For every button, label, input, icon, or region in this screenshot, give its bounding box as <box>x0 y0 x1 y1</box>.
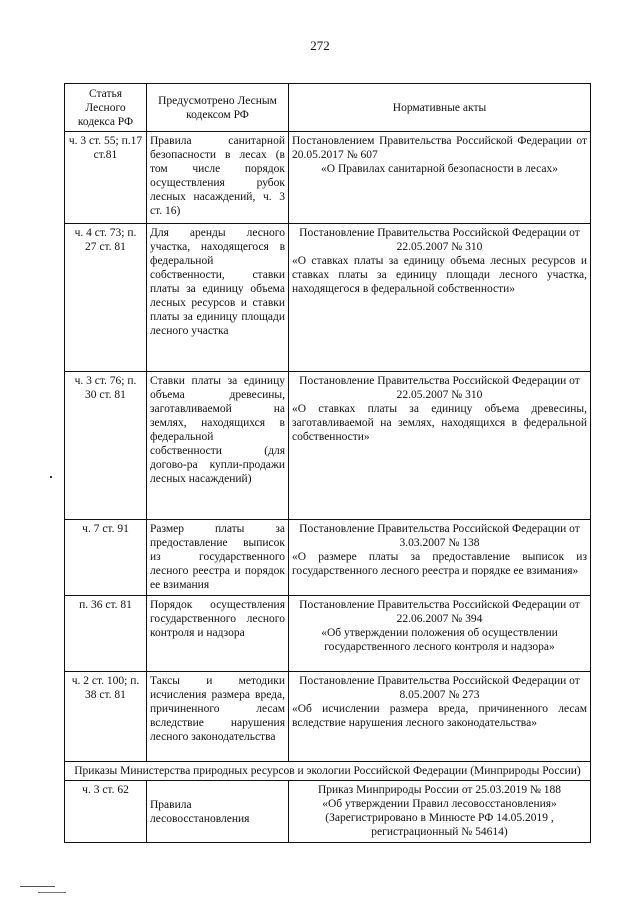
act-body: «Об утверждении Правил лесовосстановления» (Зарегистрировано в Минюсте РФ 14.05.2019 , регистрационный № 54614) <box>322 798 557 838</box>
table-row <box>65 520 591 596</box>
act-body: «Об утверждении положения об осуществлении государственного лесного контроля и надзора» <box>321 627 558 653</box>
act-title: Постановление Правительства Российской Федерации от 22.06.2007 № 394 <box>299 599 580 625</box>
provision-cell: Правила лесовосстановления <box>147 781 289 843</box>
footnote-rule <box>20 886 55 887</box>
act-title: Постановление Правительства Российской Федерации от 8.05.2007 № 273 <box>299 675 580 701</box>
provision-cell: Для аренды лесного участка, находящегося в федеральной собственности, ставки платы за единицу объема лесных ресурсов и ставки платы за единицу площади лесного участка <box>147 224 289 372</box>
margin-mark <box>50 476 52 478</box>
acts-cell <box>289 781 591 843</box>
regulations-table <box>64 83 591 843</box>
act-title: Приказ Минприроды России от 25.03.2019 № 188 <box>317 784 562 796</box>
acts-cell <box>289 672 591 762</box>
table-row <box>65 672 591 762</box>
acts-cell <box>289 372 591 520</box>
act-body: «О ставках платы за единицу объема лесных ресурсов и ставках платы за единицу площади лесного участка, находящегося в федеральной собственности» <box>292 255 587 295</box>
act-title: Постановление Правительства Российской Федерации от 3.03.2007 № 138 <box>299 523 580 549</box>
page-number: 272 <box>310 38 330 53</box>
provision-cell: Размер платы за предоставление выписок из государственного лесного реестра и порядок ее взимания <box>147 520 289 596</box>
table-row <box>65 781 591 843</box>
header-acts: Нормативные акты <box>289 84 591 132</box>
act-body: «Об исчислении размера вреда, причиненного лесам вследствие нарушения лесного законодательства» <box>292 703 587 729</box>
table-header-row <box>65 84 591 132</box>
act-title: Постановление Правительства Российской Федерации от 22.05.2007 № 310 <box>299 375 580 401</box>
table-row <box>65 132 591 224</box>
header-provision: Предусмотрено Лесным кодексом РФ <box>147 84 289 132</box>
article-cell: ч. 7 ст. 91 <box>65 520 147 596</box>
table-row <box>65 372 591 520</box>
article-cell: ч. 3 ст. 76; п. 30 ст. 81 <box>65 372 147 520</box>
section-heading: Приказы Министерства природных ресурсов и экологии Российской Федерации (Минприроды России) <box>65 762 591 781</box>
provision-cell: Правила санитарной безопасности в лесах (в том числе порядок осуществления рубок лесных насаждений, ч. 3 ст. 16) <box>147 132 289 224</box>
article-cell: п. 36 ст. 81 <box>65 596 147 672</box>
provision-cell: Таксы и методики исчисления размера вреда, причиненного лесам вследствие нарушения лесного законодательства <box>147 672 289 762</box>
act-body: «О Правилах санитарной безопасности в лесах» <box>321 163 558 175</box>
act-body: «О ставках платы за единицу объема древесины, заготавливаемой на землях, находящихся в федеральной собственности» <box>292 403 587 443</box>
act-title: Постановление Правительства Российской Федерации от 22.05.2007 № 310 <box>299 227 580 253</box>
table-row <box>65 224 591 372</box>
article-cell: ч. 4 ст. 73; п. 27 ст. 81 <box>65 224 147 372</box>
article-cell: ч. 2 ст. 100; п. 38 ст. 81 <box>65 672 147 762</box>
act-title: Постановлением Правительства Российской Федерации от 20.05.2017 № 607 <box>292 135 587 161</box>
article-cell: ч. 3 ст. 55; п.17 ст.81 <box>65 132 147 224</box>
footnote-rule <box>38 892 66 893</box>
acts-cell <box>289 520 591 596</box>
header-article: Статья Лесного кодекса РФ <box>65 84 147 132</box>
provision-cell: Порядок осуществления государственного лесного контроля и надзора <box>147 596 289 672</box>
acts-cell <box>289 132 591 224</box>
article-cell: ч. 3 ст. 62 <box>65 781 147 843</box>
table-row <box>65 596 591 672</box>
acts-cell <box>289 224 591 372</box>
provision-cell: Ставки платы за единицу объема древесины, заготавливаемой на землях, находящихся в федеральной собственности (для догово-ра купли-продажи лесных насаждений) <box>147 372 289 520</box>
acts-cell <box>289 596 591 672</box>
section-heading-row <box>65 762 591 781</box>
act-body: «О размере платы за предоставление выписок из государственного лесного реестра и порядке ее взимания» <box>292 551 587 577</box>
